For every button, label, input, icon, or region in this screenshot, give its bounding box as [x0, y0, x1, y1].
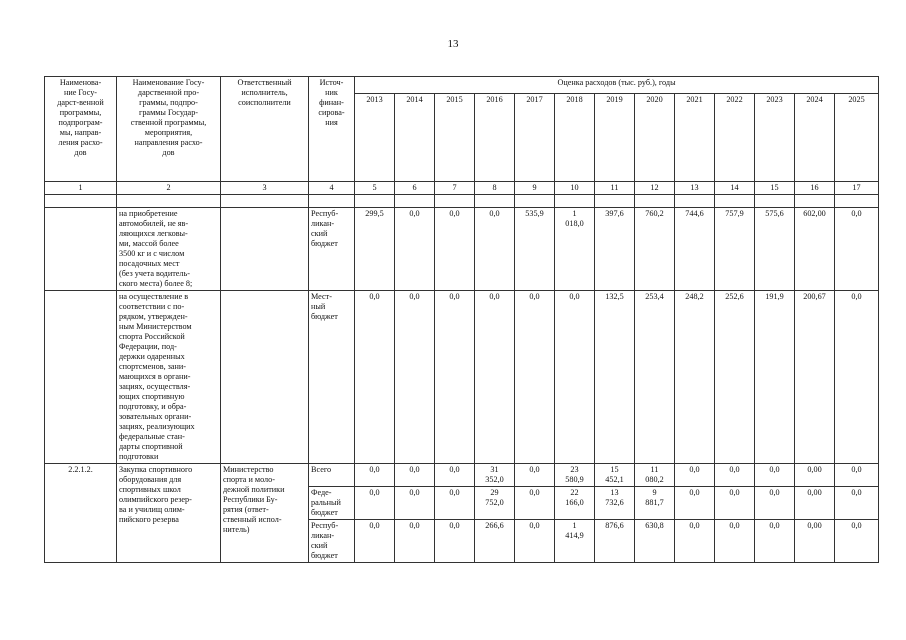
row-value: 132,5	[595, 291, 635, 464]
row-value: 253,4	[635, 291, 675, 464]
row-value: 0,0	[355, 487, 395, 520]
row-value: 0,00	[795, 487, 835, 520]
row-source: Всего	[309, 464, 355, 487]
column-number: 9	[515, 182, 555, 195]
row-source: Феде- ральный бюджет	[309, 487, 355, 520]
column-number: 10	[555, 182, 595, 195]
group-code: 2.2.1.2.	[45, 464, 117, 563]
row-source: Мест- ный бюджет	[309, 291, 355, 464]
row-value: 0,0	[515, 487, 555, 520]
column-number: 1	[45, 182, 117, 195]
header-year: 2019	[595, 94, 635, 182]
page-number: 13	[447, 38, 459, 50]
column-number: 4	[309, 182, 355, 195]
row-value: 0,0	[395, 520, 435, 563]
row-value: 0,0	[435, 208, 475, 291]
row-executor	[221, 291, 309, 464]
row-value: 0,0	[475, 291, 515, 464]
column-number: 15	[755, 182, 795, 195]
row-value: 31 352,0	[475, 464, 515, 487]
row-code	[45, 291, 117, 464]
column-number: 5	[355, 182, 395, 195]
row-value: 0,0	[395, 487, 435, 520]
header-row-1	[45, 77, 879, 94]
row-value: 22 166,0	[555, 487, 595, 520]
row-value: 200,67	[795, 291, 835, 464]
group-name: Закупка спортивного оборудования для спортивных школ олимпийского резер- ва и училищ олим- пийского резерва	[117, 464, 221, 563]
row-value: 0,0	[355, 520, 395, 563]
column-number: 14	[715, 182, 755, 195]
header-year: 2025	[835, 94, 879, 182]
row-value: 0,0	[435, 520, 475, 563]
row-value: 0,0	[515, 291, 555, 464]
row-value: 0,0	[675, 487, 715, 520]
row-value: 299,5	[355, 208, 395, 291]
row-value: 0,0	[395, 208, 435, 291]
row-value: 266,6	[475, 520, 515, 563]
header-executor: Ответственный исполнитель, соисполнители	[221, 77, 309, 182]
row-value: 0,0	[835, 464, 879, 487]
row-value: 757,9	[715, 208, 755, 291]
spacer-row	[45, 195, 879, 208]
group-executor: Министерство спорта и моло- дежной политики Республики Бу- рятия (ответ- ственный испол- нитель)	[221, 464, 309, 563]
row-value: 397,6	[595, 208, 635, 291]
header-year: 2021	[675, 94, 715, 182]
header-year: 2024	[795, 94, 835, 182]
column-number: 6	[395, 182, 435, 195]
row-code	[45, 208, 117, 291]
column-number: 17	[835, 182, 879, 195]
row-value: 248,2	[675, 291, 715, 464]
row-value: 0,0	[715, 464, 755, 487]
row-value: 0,0	[395, 464, 435, 487]
row-value: 760,2	[635, 208, 675, 291]
row-value: 535,9	[515, 208, 555, 291]
row-name: на осуществление в соответствии с по- рядком, утвержден- ным Министерством спорта Российской Федерации, под- держки одаренных спортсменов, зани- мающихся в органи- зациях, осуществля- ющих спортивную подготовку, и обра- зовательных органи- зациях, реализующих федеральные стан- дарты спортивной подготовки	[117, 291, 221, 464]
header-program-name: Наименование Госу- дарственной про- граммы, подпро- граммы Государ- ственной программы, мероприятия, направления расхо- дов	[117, 77, 221, 182]
row-value: 0,0	[715, 520, 755, 563]
row-value: 744,6	[675, 208, 715, 291]
table-row	[45, 464, 879, 487]
column-number: 7	[435, 182, 475, 195]
column-number: 3	[221, 182, 309, 195]
header-year: 2020	[635, 94, 675, 182]
header-estimate: Оценка расходов (тыс. руб.), годы	[355, 77, 879, 94]
row-value: 0,0	[475, 208, 515, 291]
row-value: 9 881,7	[635, 487, 675, 520]
row-value: 13 732,6	[595, 487, 635, 520]
column-number: 11	[595, 182, 635, 195]
column-number: 2	[117, 182, 221, 195]
row-value: 0,0	[435, 487, 475, 520]
header-year: 2013	[355, 94, 395, 182]
table-row	[45, 291, 879, 464]
column-numbers-row	[45, 182, 879, 195]
row-value: 0,0	[435, 291, 475, 464]
row-value: 630,8	[635, 520, 675, 563]
row-source: Респуб- ликан- ский бюджет	[309, 208, 355, 291]
row-value: 29 752,0	[475, 487, 515, 520]
row-value: 191,9	[755, 291, 795, 464]
row-value: 602,00	[795, 208, 835, 291]
header-year: 2022	[715, 94, 755, 182]
row-value: 0,0	[555, 291, 595, 464]
row-value: 0,0	[755, 520, 795, 563]
row-value: 0,0	[355, 464, 395, 487]
header-year: 2016	[475, 94, 515, 182]
column-number: 12	[635, 182, 675, 195]
row-value: 0,0	[355, 291, 395, 464]
row-value: 0,0	[835, 291, 879, 464]
column-number: 16	[795, 182, 835, 195]
header-year: 2014	[395, 94, 435, 182]
row-value: 11 080,2	[635, 464, 675, 487]
header-year: 2017	[515, 94, 555, 182]
row-value: 1 414,9	[555, 520, 595, 563]
row-value: 15 452,1	[595, 464, 635, 487]
header-year: 2018	[555, 94, 595, 182]
header-program: Наименова- ние Госу- дарст-венной программы, подпрограм- мы, направ- ления расхо- дов	[45, 77, 117, 182]
row-value: 0,0	[515, 520, 555, 563]
row-value: 0,0	[435, 464, 475, 487]
header-year: 2023	[755, 94, 795, 182]
budget-table	[44, 76, 879, 563]
row-value: 0,0	[755, 487, 795, 520]
row-value: 0,0	[835, 208, 879, 291]
row-value: 252,6	[715, 291, 755, 464]
row-value: 876,6	[595, 520, 635, 563]
row-value: 0,0	[715, 487, 755, 520]
row-value: 575,6	[755, 208, 795, 291]
row-value: 0,0	[675, 464, 715, 487]
table-body	[45, 195, 879, 563]
header-source: Источ- ник финан- сирова- ния	[309, 77, 355, 182]
table-row	[45, 208, 879, 291]
row-value: 0,0	[515, 464, 555, 487]
row-source: Респуб- ликан- ский бюджет	[309, 520, 355, 563]
row-value: 0,00	[795, 464, 835, 487]
row-value: 0,0	[395, 291, 435, 464]
header-year: 2015	[435, 94, 475, 182]
row-value: 1 018,0	[555, 208, 595, 291]
row-value: 0,0	[835, 520, 879, 563]
row-value: 0,0	[755, 464, 795, 487]
row-name: на приобретение автомобилей, не яв- ляющихся легковы- ми, массой более 3500 кг и с числом посадочных мест (без учета водитель- ского места) более 8;	[117, 208, 221, 291]
row-value: 23 580,9	[555, 464, 595, 487]
row-value: 0,0	[675, 520, 715, 563]
row-value: 0,00	[795, 520, 835, 563]
column-number: 13	[675, 182, 715, 195]
column-number: 8	[475, 182, 515, 195]
row-executor	[221, 208, 309, 291]
row-value: 0,0	[835, 487, 879, 520]
